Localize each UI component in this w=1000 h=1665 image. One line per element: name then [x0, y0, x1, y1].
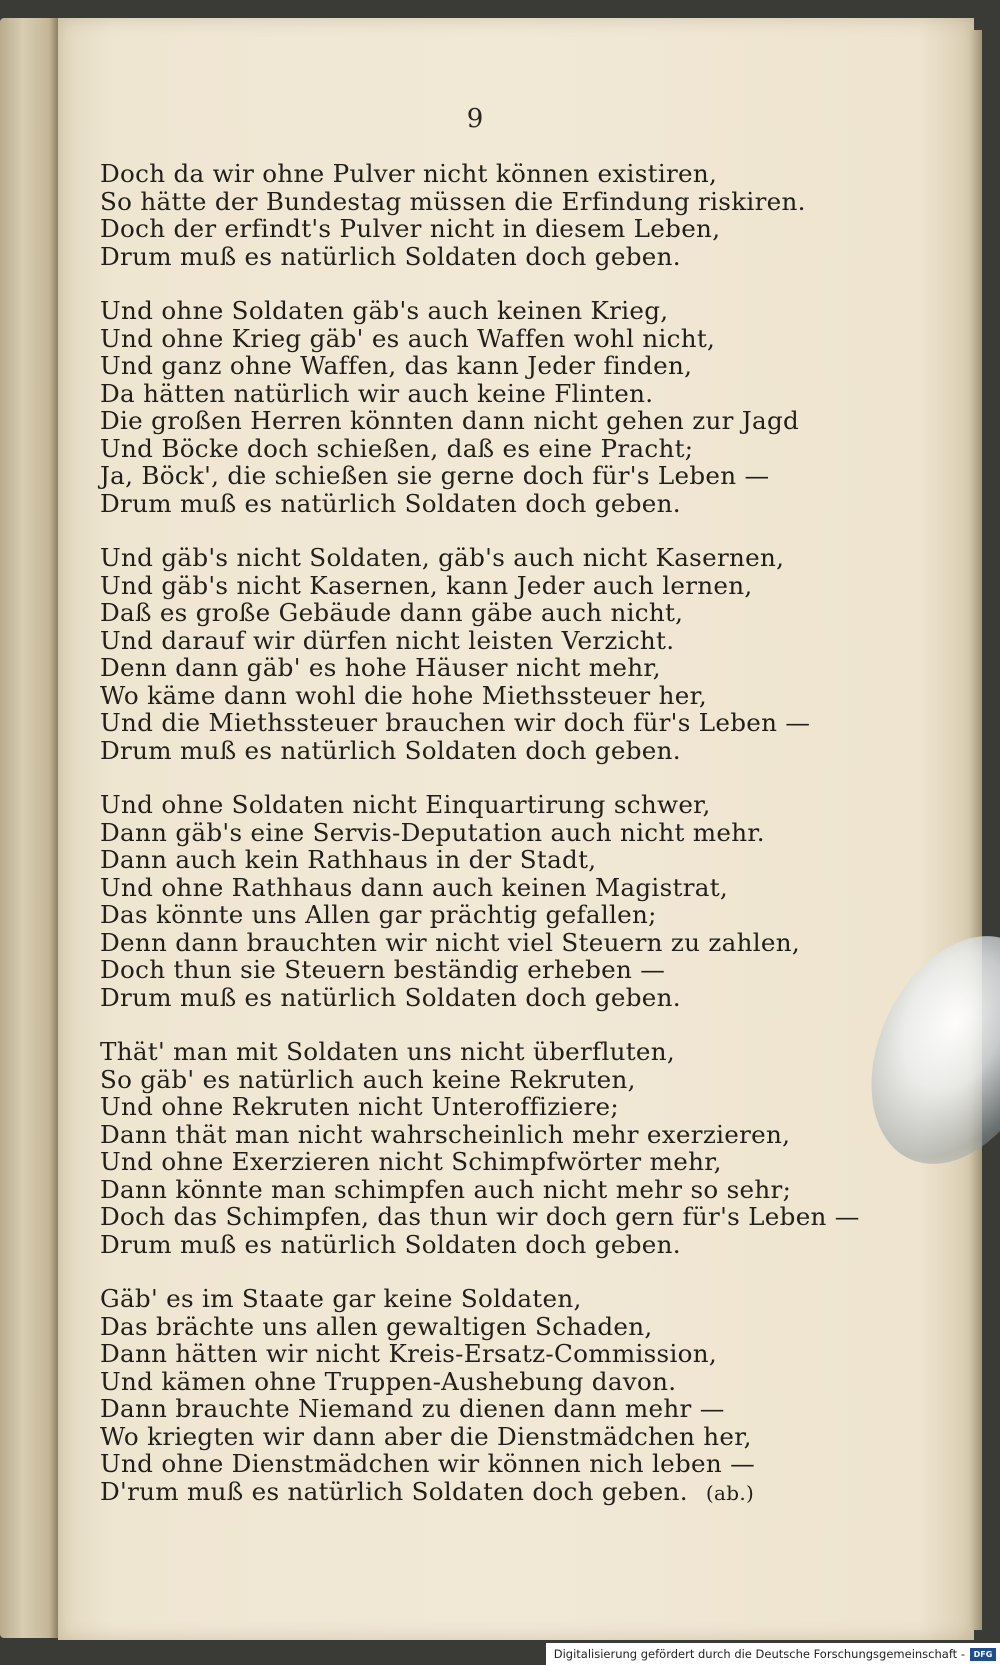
poem-text — [100, 159, 860, 1534]
poem-line: Und Böcke doch schießen, daß es eine Pracht; — [100, 433, 694, 463]
poem-line: D'rum muß es natürlich Soldaten doch geben. — [100, 1476, 688, 1506]
poem-line: Drum muß es natürlich Soldaten doch geben. — [100, 488, 681, 518]
poem-line: Doch da wir ohne Pulver nicht können existiren, — [100, 159, 718, 188]
poem-line: Und ohne Soldaten nicht Einquartirung schwer, — [100, 790, 711, 819]
poem-line: Das könnte uns Allen gar prächtig gefallen; — [100, 900, 657, 929]
poem-line: Und ohne Rekruten nicht Unteroffiziere; — [100, 1092, 619, 1121]
poem-line: So gäb' es natürlich auch keine Rekruten, — [100, 1064, 636, 1094]
author-signature: (ab.) — [705, 1480, 755, 1505]
poem-line: Und ohne Rathhaus dann auch keinen Magistrat, — [100, 872, 729, 902]
final-line — [100, 1478, 820, 1508]
poem-line: Da hätten natürlich wir auch keine Flinten. — [100, 378, 654, 408]
poem-line: Das brächte uns allen gewaltigen Schaden, — [100, 1311, 653, 1341]
dfg-logo-icon: DFG — [970, 1648, 996, 1661]
poem-line: So hätte der Bundestag müssen die Erfindung riskiren. — [100, 186, 806, 216]
poem-line: Ja, Böck', die schießen sie gerne doch für's Leben — — [100, 461, 770, 490]
page-fore-edge — [970, 30, 982, 1630]
poem-line: Wo kriegten wir dann aber die Dienstmädchen her, — [100, 1421, 752, 1451]
poem-line: Drum muß es natürlich Soldaten doch geben. — [100, 982, 681, 1012]
stanza — [100, 791, 820, 1011]
stanza — [100, 160, 820, 270]
poem-line: Drum muß es natürlich Soldaten doch geben. — [100, 1229, 681, 1259]
page-number: 9 — [466, 104, 484, 134]
poem-line: Doch der erfindt's Pulver nicht in diesem Leben, — [100, 214, 721, 243]
poem-line: Und kämen ohne Truppen-Aushebung davon. — [100, 1366, 677, 1396]
poem-line: Thät' man mit Soldaten uns nicht überfluten, — [100, 1037, 676, 1066]
poem-line: Und ohne Krieg gäb' es auch Waffen wohl nicht, — [100, 323, 716, 353]
stanza — [100, 1285, 820, 1507]
poem-line: Dann hätten wir nicht Kreis-Ersatz-Commission, — [100, 1339, 717, 1368]
poem-line: Denn dann brauchten wir nicht viel Steuern zu zahlen, — [100, 927, 801, 957]
poem-line: Gäb' es im Staate gar keine Soldaten, — [100, 1284, 582, 1313]
stanza — [100, 297, 820, 517]
poem-line: Und gäb's nicht Soldaten, gäb's auch nicht Kasernen, — [100, 543, 785, 572]
poem-line: Und ohne Dienstmädchen wir können nich leben — — [100, 1449, 756, 1478]
poem-line: Doch das Schimpfen, das thun wir doch gern für's Leben — — [100, 1202, 860, 1231]
poem-line: Und gäb's nicht Kasernen, kann Jeder auch lernen, — [100, 570, 753, 600]
poem-line: Drum muß es natürlich Soldaten doch geben. — [100, 241, 681, 271]
poem-line: Wo käme dann wohl die hohe Miethssteuer her, — [100, 680, 708, 710]
poem-line: Und ganz ohne Waffen, das kann Jeder finden, — [100, 351, 693, 380]
poem-line: Und darauf wir dürfen nicht leisten Verzicht. — [100, 625, 675, 655]
poem-line: Dann könnte man schimpfen auch nicht mehr so sehr; — [100, 1174, 792, 1204]
left-page-edge — [0, 18, 58, 1638]
credit-text: Digitalisierung gefördert durch die Deutsche Forschungsgemeinschaft - — [553, 1647, 965, 1661]
poem-line: Und ohne Soldaten gäb's auch keinen Krieg, — [100, 296, 669, 325]
poem-line: Drum muß es natürlich Soldaten doch geben. — [100, 735, 681, 765]
poem-line: Und die Miethssteuer brauchen wir doch für's Leben — — [100, 708, 811, 737]
poem-line: Dann auch kein Rathhaus in der Stadt, — [100, 845, 597, 874]
poem-line: Dann gäb's eine Servis-Deputation auch nicht mehr. — [100, 817, 765, 847]
poem-line: Daß es große Gebäude dann gäbe auch nicht, — [100, 598, 684, 627]
poem-line: Dann brauchte Niemand zu dienen dann mehr — — [100, 1394, 725, 1423]
stanza — [100, 544, 820, 764]
poem-line: Dann thät man nicht wahrscheinlich mehr exerzieren, — [100, 1119, 791, 1149]
stanza — [100, 1037, 860, 1259]
digitization-credit — [546, 1643, 1000, 1665]
poem-line: Denn dann gäb' es hohe Häuser nicht mehr, — [100, 653, 661, 682]
poem-line: Und ohne Exerzieren nicht Schimpfwörter mehr, — [100, 1147, 722, 1176]
poem-line: Die großen Herren könnten dann nicht gehen zur Jagd — [100, 406, 800, 435]
poem-line: Doch thun sie Steuern beständig erheben — — [100, 955, 666, 984]
